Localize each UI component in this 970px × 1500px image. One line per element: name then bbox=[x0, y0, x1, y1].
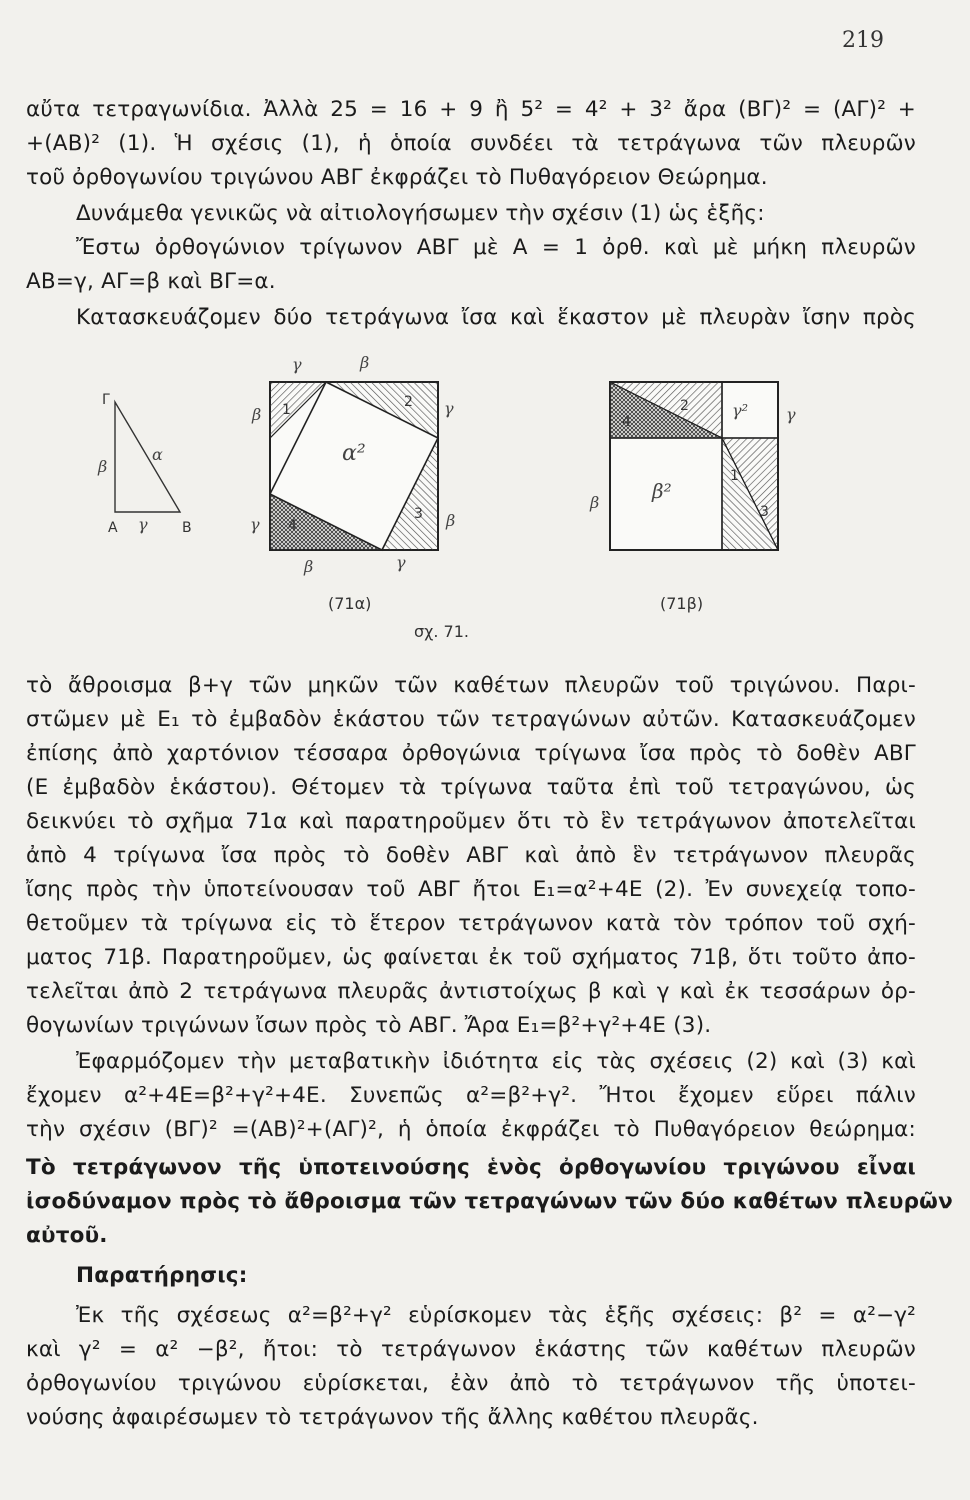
text-line: ἀπὸ 4 τρίγωνα ἴσα πρὸς τὸ δοθὲν ΑΒΓ καὶ ἀπὸ ἓν τετράγωνον πλευρᾶς bbox=[26, 843, 916, 868]
caption-main: σχ. 71. bbox=[414, 622, 469, 641]
fig71b-beta-sq: β² bbox=[652, 479, 672, 503]
text-line: Ἔστω ὀρθογώνιον τρίγωνον ΑΒΓ μὲ Α = 1 ὀρθ. καὶ μὲ μήκη πλευρῶν bbox=[76, 235, 916, 260]
fig71b-right-gamma: γ bbox=[786, 405, 796, 424]
fig71a-bottom-beta: β bbox=[304, 557, 314, 576]
fig71a-triangle-4: 4 bbox=[288, 518, 297, 534]
side-alpha-label: α bbox=[152, 445, 163, 464]
text-line: τὴν σχέσιν (ΒΓ)² =(ΑΒ)²+(ΑΓ)², ἡ ὁποία ἐκφράζει τὸ Πυθαγόρειον θεώρημα: bbox=[26, 1117, 916, 1142]
fig71a-left-beta: β bbox=[252, 405, 262, 424]
fig71b-gamma-sq: γ² bbox=[732, 401, 748, 420]
fig71a-top-gamma: γ bbox=[292, 355, 302, 374]
fig71a-right-gamma: γ bbox=[444, 399, 454, 418]
triangle-abg bbox=[97, 392, 192, 536]
text-line: ματος 71β. Παρατηροῦμεν, ὡς φαίνεται ἐκ τοῦ σχήματος 71β, ὅτι τοῦτο ἀπο- bbox=[26, 945, 916, 970]
fig71a-triangle-1: 1 bbox=[282, 402, 291, 418]
fig71b-triangle-2: 2 bbox=[680, 398, 689, 414]
caption-71a: (71α) bbox=[328, 594, 372, 613]
text-line: τοῦ ὀρθογωνίου τριγώνου ΑΒΓ ἐκφράζει τὸ Πυθαγόρειον Θεώρημα. bbox=[26, 165, 768, 190]
text-line: Ἐφαρμόζομεν τὴν μεταβατικὴν ἰδιότητα εἰς τὰς σχέσεις (2) καὶ (3) καὶ bbox=[76, 1049, 916, 1074]
text-line: ΑΒ=γ, ΑΓ=β καὶ ΒΓ=α. bbox=[26, 269, 276, 294]
remark-heading: Παρατήρησις: bbox=[76, 1263, 248, 1288]
theorem-line: αὐτοῦ. bbox=[26, 1223, 108, 1248]
remark-line: καὶ γ² = α² −β², ἤτοι: τὸ τετράγωνον ἑκάστης τῶν καθέτων πλευρῶν bbox=[26, 1337, 916, 1362]
text-line: Κατασκευάζομεν δύο τετράγωνα ἴσα καὶ ἕκαστον μὲ πλευρὰν ἴσην πρὸς bbox=[76, 305, 916, 330]
text-line: θογωνίων τριγώνων ἴσων πρὸς τὸ ΑΒΓ. Ἄρα Ε₁=β²+γ²+4Ε (3). bbox=[26, 1013, 712, 1038]
fig71a-left-gamma: γ bbox=[250, 515, 260, 534]
remark-line: ὀρθογωνίου τριγώνου εὑρίσκεται, ἐὰν ἀπὸ τὸ τετράγωνον τῆς ὑποτει- bbox=[26, 1371, 916, 1396]
vertex-a: Α bbox=[108, 520, 118, 536]
text-line: (Ε ἐμβαδὸν ἑκάστου). Θέτομεν τὰ τρίγωνα ταῦτα ἐπὶ τοῦ τετραγώνου, ὡς bbox=[26, 775, 916, 800]
fig71a-triangle-3: 3 bbox=[414, 506, 423, 522]
text-line: ἔχομεν α²+4Ε=β²+γ²+4Ε. Συνεπῶς α²=β²+γ². Ἤτοι ἔχομεν εὕρει πάλιν bbox=[26, 1083, 916, 1108]
remark-line: Ἐκ τῆς σχέσεως α²=β²+γ² εὑρίσκομεν τὰς ἑξῆς σχέσεις: β² = α²−γ² bbox=[76, 1303, 916, 1328]
text-line: Δυνάμεθα γενικῶς νὰ αἰτιολογήσωμεν τὴν σχέσιν (1) ὡς ἑξῆς: bbox=[76, 201, 765, 226]
fig71b-triangle-4: 4 bbox=[622, 414, 631, 430]
text-line: αὔτα τετραγωνίδια. Ἀλλὰ 25 = 16 + 9 ἢ 5² = 4² + 3² ἄρα (ΒΓ)² = (ΑΓ)² + bbox=[26, 97, 916, 122]
fig71a-center-alpha-sq: α² bbox=[342, 441, 366, 466]
text-line: δεικνύει τὸ σχῆμα 71α καὶ παρατηροῦμεν ὅτι τὸ ἓν τετράγωνον ἀποτελεῖται bbox=[26, 809, 916, 834]
text-line: τὸ ἄθροισμα β+γ τῶν μηκῶν τῶν καθέτων πλευρῶν τοῦ τριγώνου. Παρι- bbox=[26, 673, 916, 698]
theorem-line: Τὸ τετράγωνον τῆς ὑποτεινούσης ἑνὸς ὀρθογωνίου τριγώνου εἶναι bbox=[26, 1155, 916, 1180]
figure-71 bbox=[60, 340, 920, 660]
side-beta-label: β bbox=[98, 457, 108, 476]
vertex-gamma: Γ bbox=[102, 392, 110, 408]
text-line: στῶμεν μὲ Ε₁ τὸ ἐμβαδὸν ἑκάστου τῶν τετραγώνων αὐτῶν. Κατασκευάζομεν bbox=[26, 707, 916, 732]
fig71a-triangle-2: 2 bbox=[404, 394, 413, 410]
figure-71a bbox=[250, 353, 455, 576]
text-line: θετοῦμεν τὰ τρίγωνα εἰς τὸ ἕτερον τετράγωνον κατὰ τὸν τρόπον τοῦ σχή- bbox=[26, 911, 916, 936]
figure-71b bbox=[589, 382, 796, 550]
fig71a-bottom-gamma: γ bbox=[396, 553, 406, 572]
text-line: ἐπίσης ἀπὸ χαρτόνιον τέσσαρα ὀρθογώνια τρίγωνα ἴσα πρὸς τὸ δοθὲν ΑΒΓ bbox=[26, 741, 916, 766]
remark-line: νούσης ἀφαιρέσωμεν τὸ τετράγωνον τῆς ἄλλης καθέτου πλευρᾶς. bbox=[26, 1405, 759, 1430]
fig71a-right-beta: β bbox=[446, 511, 456, 530]
fig71b-triangle-1: 1 bbox=[730, 468, 739, 484]
page-number: 219 bbox=[842, 28, 884, 53]
side-gamma-label: γ bbox=[138, 515, 148, 534]
text-line: +(ΑΒ)² (1). Ἡ σχέσις (1), ἡ ὁποία συνδέει τὰ τετράγωνα τῶν πλευρῶν bbox=[26, 131, 916, 156]
vertex-b: Β bbox=[182, 520, 192, 536]
fig71a-top-beta: β bbox=[360, 353, 370, 372]
text-line: τελεῖται ἀπὸ 2 τετράγωνα πλευρᾶς ἀντιστοίχως β καὶ γ καὶ ἐκ τεσσάρων ὀρ- bbox=[26, 979, 916, 1004]
caption-71b: (71β) bbox=[660, 594, 704, 613]
text-line: ἴσης πρὸς τὴν ὑποτείνουσαν τοῦ ΑΒΓ ἤτοι Ε₁=α²+4Ε (2). Ἐν συνεχείᾳ τοπο- bbox=[26, 877, 916, 902]
theorem-line: ἰσοδύναμον πρὸς τὸ ἄθροισμα τῶν τετραγώνων τῶν δύο καθέτων πλευρῶν bbox=[26, 1189, 953, 1214]
fig71b-left-beta: β bbox=[590, 493, 600, 512]
fig71b-triangle-3: 3 bbox=[760, 504, 769, 520]
